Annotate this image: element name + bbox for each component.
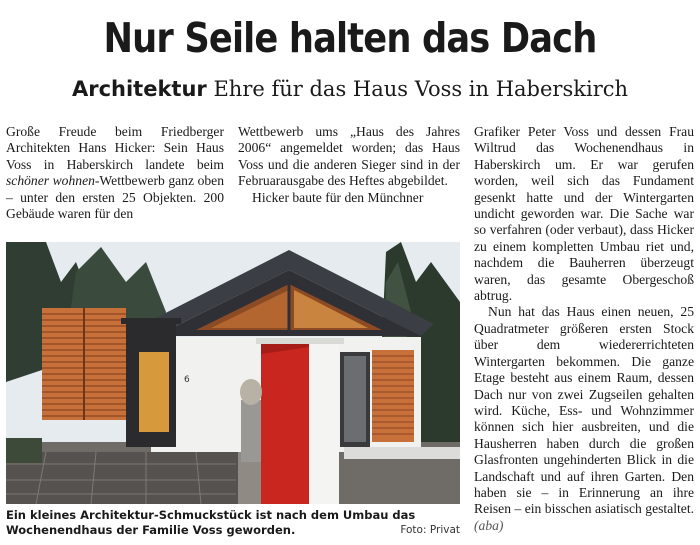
text-run: Nun hat das Haus einen neuen, 25 Quadratmeter größeren ersten Stock über dem wiedererrichteten Wintergarten bekommen. Die ganze Etage besteht aus einem Raum, dessen Dach nur von zwei Zugseilen gehalten wird. Küche, Ess- und Wohnzimmer können sich hier ausbreiten, und die Hausherren haben durch die großen Glasfronten ungehinderten Blick in die Landschaft und auf ihren Garten. Den haben sie – in Erinnerung an ihre Reisen – ein bisschen asiatisch gestaltet. — [474, 304, 694, 517]
text-run: -Wettbewerb ganz oben – unter den ersten 25 Objekten. 200 Gebäude waren für den — [6, 173, 224, 222]
column-1 — [6, 124, 224, 222]
subheadline — [0, 76, 700, 102]
author-signature: (aba) — [474, 517, 504, 533]
paragraph — [474, 304, 694, 534]
column-3 — [474, 124, 694, 534]
magazine-name: schöner wohnen — [6, 173, 95, 189]
headline: Nur Seile halten das Dach — [103, 14, 597, 62]
photo-caption: Ein kleines Architektur-Schmuckstück ist nach dem Umbau das Wochenendhaus der Familie Voss geworden. — [6, 508, 416, 537]
paragraph: Hicker baute für den Münchner — [252, 189, 424, 205]
paragraph: Grafiker Peter Voss und dessen Frau Wiltrud das Wochenendhaus in Haberskirch um. Er war gerufen worden, weil sich das Fundament gesenkt hatte und der Wintergarten undicht geworden war. Die Sache war so verfahren (oder verbaut), dass Hicker zu einem kompletten Umbau riet und, nachdem die Bauherren überzeugt waren, das gesamte Obergeschoß abtrug. — [474, 124, 694, 304]
house-photo-illustration — [6, 242, 460, 504]
paragraph — [6, 124, 224, 222]
subheadline-text: Ehre für das Haus Voss in Haberskirch — [213, 77, 629, 101]
house-photo — [6, 242, 460, 504]
kicker: Architektur — [71, 77, 207, 101]
photo-credit: Foto: Privat — [400, 524, 460, 536]
house-number: 6 — [184, 375, 190, 385]
column-2 — [238, 124, 460, 206]
paragraph: Wettbewerb ums „Haus des Jahres 2006“ angemeldet worden; das Haus Voss und die anderen Sieger sind in der Februarausgabe des Heftes abgebildet. — [238, 124, 460, 189]
text-run: Große Freude beim Friedberger Architekten Hans Hicker: Sein Haus Voss in Haberskirch landete beim — [6, 124, 224, 172]
